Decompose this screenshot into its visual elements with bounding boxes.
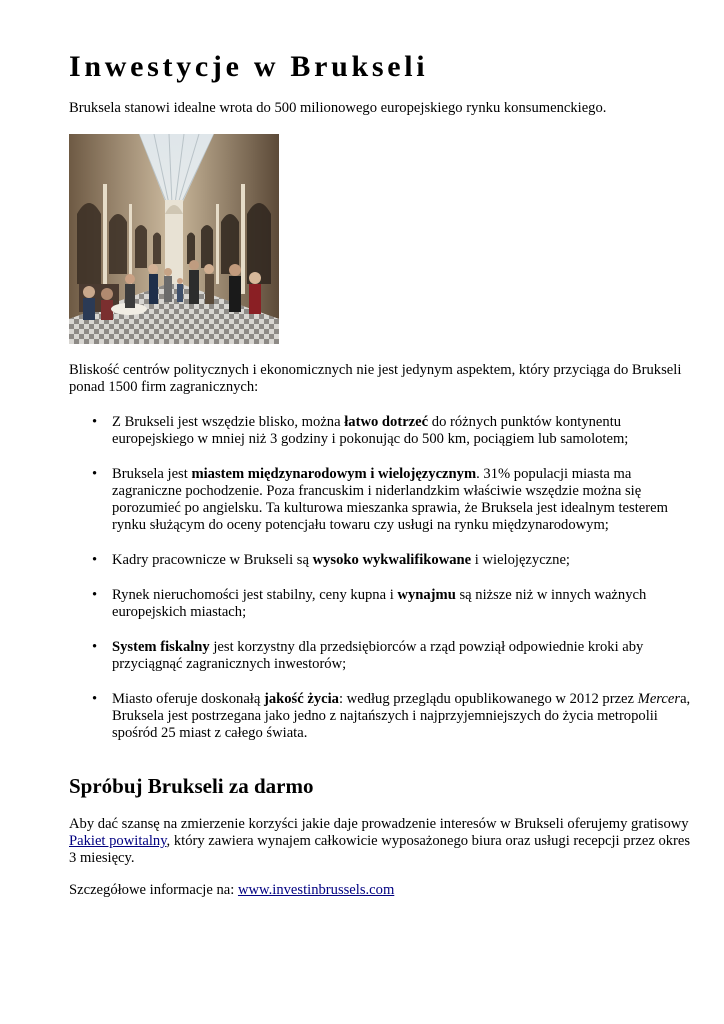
bullet-icon: •	[92, 414, 98, 430]
bullet-icon: •	[92, 587, 98, 603]
list-item: • Z Brukseli jest wszędzie blisko, można łatwo dotrzeć do różnych punktów kontynentu europejskiego w mniej niż 3 godziny i pokonując do 500 km, pociągiem lub samolotem;	[92, 414, 629, 447]
offer-paragraph: Aby dać szansę na zmierzenie korzyści jakie daje prowadzenie interesów w Brukseli oferujemy gratisowy Pakiet powitalny, który zawiera wynajem całkowicie wyposażonego biura oraz usługi recepcji przez okres 3 miesięcy.	[69, 816, 691, 866]
feature-list	[69, 414, 695, 760]
bullet-icon: •	[92, 552, 98, 568]
gallery-photo	[69, 134, 279, 344]
lead-paragraph: Bliskość centrów politycznych i ekonomicznych nie jest jedynym aspektem, który przyciąga do Brukseli ponad 1500 firm zagranicznych:	[69, 362, 682, 395]
list-item: • Kadry pracownicze w Brukseli są wysoko wykwalifikowane i wielojęzyczne;	[92, 552, 570, 568]
list-item: • System fiskalny jest korzystny dla przedsiębiorców a rząd powziął odpowiednie kroki aby przyciągnąć zagranicznych inwestorów;	[92, 639, 644, 672]
bullet-icon: •	[92, 691, 98, 707]
page-title: Inwestycje w Brukseli	[69, 50, 429, 83]
details-paragraph: Szczegółowe informacje na: www.investinbrussels.com	[69, 882, 395, 898]
welcome-package-link[interactable]: Pakiet powitalny	[69, 833, 167, 849]
section-heading: Spróbuj Brukseli za darmo	[69, 774, 314, 798]
bullet-icon: •	[92, 639, 98, 655]
list-item: • Bruksela jest miastem międzynarodowym i wielojęzycznym. 31% populacji miasta ma zagraniczne pochodzenie. Poza francuskim i niderlandzkim właściwie wszędzie można się porozumieć po angielsku. Ta kulturowa mieszanka sprawia, że Bruksela jest idealnym testerem rynku służącym do oceny potencjału towaru czy usługi na rynku międzynarodowym;	[92, 466, 668, 533]
list-item: • Rynek nieruchomości jest stabilny, ceny kupna i wynajmu są niższe niż w innych ważnych europejskich miastach;	[92, 587, 647, 620]
intro-paragraph: Bruksela stanowi idealne wrota do 500 milionowego europejskiego rynku konsumenckiego.	[69, 100, 607, 116]
list-item: • Miasto oferuje doskonałą jakość życia: według przeglądu opublikowanego w 2012 przez Mercera, Bruksela jest postrzegana jako jedno z najtańszych i najprzyjemniejszych do życia metropolii spośród 25 miast z całego świata.	[92, 691, 691, 741]
bullet-icon: •	[92, 466, 98, 482]
website-link[interactable]: www.investinbrussels.com	[237, 882, 395, 898]
